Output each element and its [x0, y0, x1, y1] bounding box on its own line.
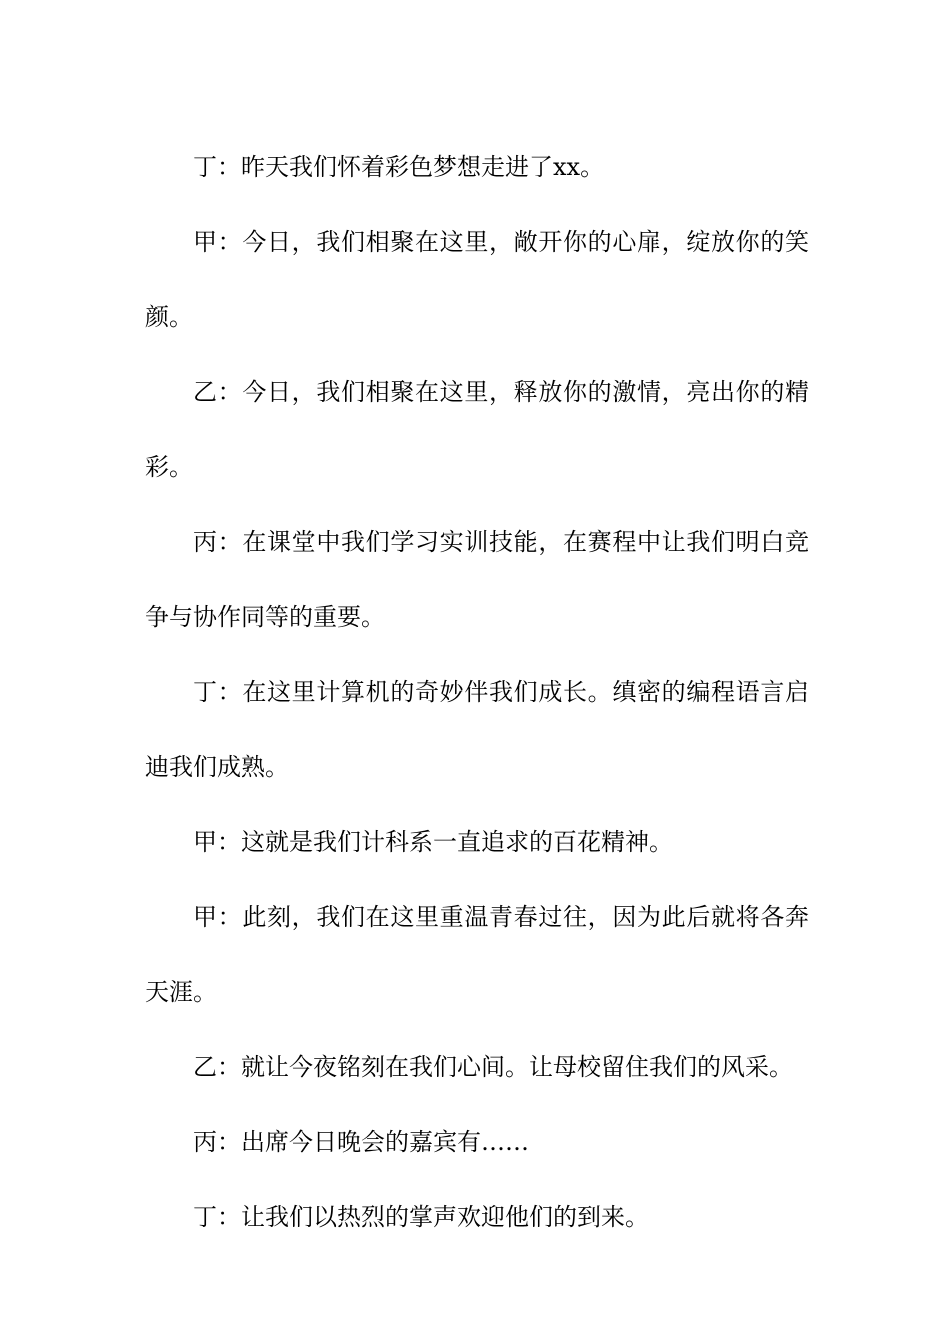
paragraph: 丁：在这里计算机的奇妙伴我们成长。缜密的编程语言启迪我们成熟。 [145, 678, 809, 781]
paragraph: 甲：今日，我们相聚在这里，敞开你的心扉，绽放你的笑颜。 [145, 228, 809, 331]
paragraph: 乙：今日，我们相聚在这里，释放你的激情，亮出你的精彩。 [145, 378, 809, 481]
paragraph: 丙：在课堂中我们学习实训技能，在赛程中让我们明白竞争与协作同等的重要。 [145, 528, 809, 631]
paragraph: 丁：让我们以热烈的掌声欢迎他们的到来。 [193, 1203, 649, 1231]
paragraph: 乙：就让今夜铭刻在我们心间。让母校留住我们的风采。 [193, 1053, 793, 1081]
paragraph: 甲：此刻，我们在这里重温青春过往，因为此后就将各奔天涯。 [145, 903, 809, 1006]
document-body [145, 130, 809, 1255]
paragraph: 丙：出席今日晚会的嘉宾有…… [193, 1128, 529, 1156]
paragraph: 丁：昨天我们怀着彩色梦想走进了xx。 [193, 153, 605, 181]
paragraph: 甲：这就是我们计科系一直追求的百花精神。 [193, 828, 673, 856]
